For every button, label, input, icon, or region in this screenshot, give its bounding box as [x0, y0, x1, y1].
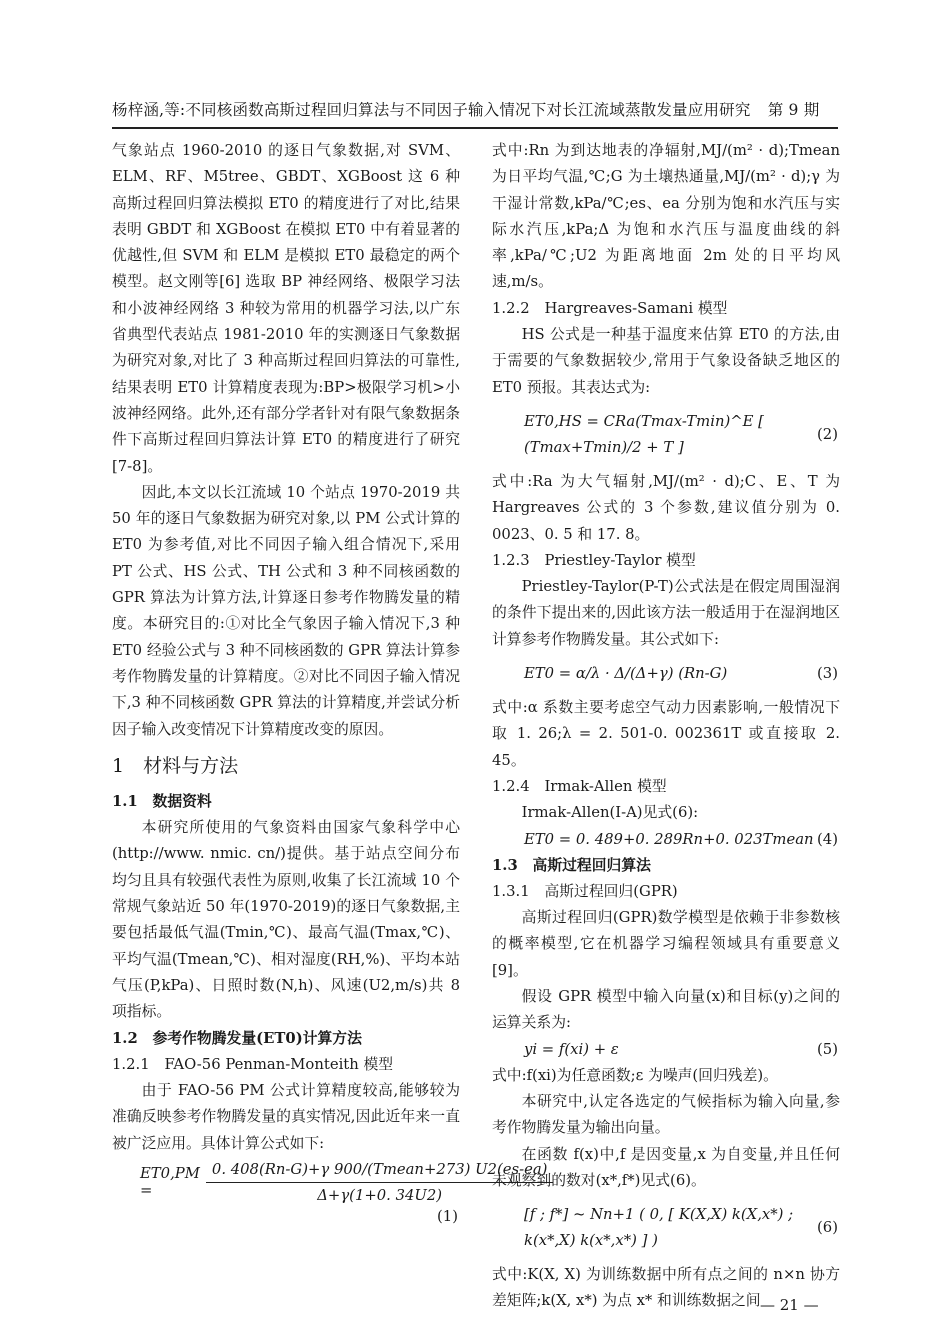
equation-1-denominator: Δ+γ(1+0. 34U2) — [317, 1186, 443, 1204]
paragraph-pm-variables: 式中:Rn 为到达地表的净辐射,MJ/(m² · d);Tmean 为日平均气温,℃;G 为土壤热通量,MJ/(m² · d);γ 为干湿计常数,kPa/℃;es、ea 分别为饱和水汽压与实际水汽压,kPa;Δ 为饱和水汽压与温度曲线的斜率,kPa/℃;U2 为距离地面 2m 处的日平均风速,m/s。 — [492, 142, 840, 291]
paragraph-gpr-relation: 假设 GPR 模型中输入向量(x)和目标(y)之间的运算关系为: — [492, 988, 840, 1032]
paragraph-function-def: 在函数 f(x)中,f 是因变量,x 为自变量,并且任何未观察到的数对(x*,f*)见式(6)。 — [492, 1145, 840, 1189]
equation-3-expression: ET0 = α/λ · Δ/(Δ+γ) (Rn-G) — [524, 665, 728, 683]
equation-5-number: (5) — [817, 1040, 838, 1058]
paragraph-hs-variables: 式中:Ra 为大气辐射,MJ/(m² · d);C、E、T 为 Hargreaves 公式的 3 个参数,建议值分别为 0. 0023、0. 5 和 17. 8。 — [492, 472, 840, 543]
subsubsection-pm-model: 1.2.1 FAO-56 Penman-Monteith 模型 — [112, 1055, 394, 1073]
paragraph-data-source: 本研究所使用的气象资料由国家气象科学中心(http://www. nmic. cn/)提供。基于站点空间分布均匀且具有较强代表性为原则,收集了长江流域 10 个常规气象站近 50 年(1970-2019)的逐日气象数据,主要包括最低气温(Tmin,℃)、最高气温(Tmax,℃)、平均气温(Tmean,℃)、相对湿度(RH,%)、平均本站气压(P,kPa)、日照时数(N,h)、风速(U2,m/s)共 8 项指标。 — [112, 819, 460, 1021]
equation-5 — [492, 1037, 840, 1063]
equation-6 — [492, 1202, 840, 1254]
equation-6-expression: [f ; f*] ~ Nn+1 ( 0, [ K(X,X) k(X,x*) ; k(x*,X) k(x*,x*) ] ) — [524, 1206, 794, 1250]
equation-1-numerator: 0. 408(Rn-G)+γ 900/(Tmean+273) U2(es-ea) — [206, 1161, 554, 1183]
paragraph-pt-intro: Priestley-Taylor(P-T)公式法是在假定周围湿润的条件下提出来的,因此该方法一般适用于在湿润地区计算参考作物腾发量。其公式如下: — [492, 578, 840, 648]
equation-6-number: (6) — [817, 1219, 838, 1237]
subsubsection-hs-model: 1.2.2 Hargreaves-Samani 模型 — [492, 299, 728, 317]
subsection-data: 1.1 数据资料 — [112, 792, 212, 810]
issue-number: 第 9 期 — [767, 101, 820, 119]
paragraph-noise-def: 式中:f(xi)为任意函数;ε 为噪声(回归残差)。 — [492, 1066, 778, 1084]
paragraph-gpr-intro: 高斯过程回归(GPR)数学模型是依赖于非参数核的概率模型,它在机器学习编程领域具有重要意义[9]。 — [492, 909, 840, 979]
subsubsection-ia-model: 1.2.4 Irmak-Allen 模型 — [492, 777, 667, 795]
subsection-et0-methods: 1.2 参考作物腾发量(ET0)计算方法 — [112, 1029, 362, 1047]
equation-2-expression: ET0,HS = CRa(Tmax-Tmin)^E [ (Tmax+Tmin)/2 + T ] — [524, 412, 764, 456]
equation-4-expression: ET0 = 0. 489+0. 289Rn+0. 023Tmean — [524, 830, 814, 848]
paragraph-pt-variables: 式中:α 系数主要考虑空气动力因素影响,一般情况下取 1. 26;λ = 2. 501-0. 002361T 或直接取 2. 45。 — [492, 699, 840, 769]
left-column — [112, 138, 548, 1230]
paragraph-input-output: 本研究中,认定各选定的气候指标为输入向量,参考作物腾发量为输出向量。 — [492, 1092, 840, 1137]
paragraph-ia-intro: Irmak-Allen(I-A)见式(6): — [521, 804, 699, 822]
paragraph-study-aim: 因此,本文以长江流域 10 个站点 1970-2019 共 50 年的逐日气象数据为研究对象,以 PM 公式计算的 ET0 为参考值,对比不同因子输入组合情况下,采用 PT 公式、HS 公式、TH 公式和 3 种不同核函数的 GPR 算法为计算方法,计算逐日参考作物腾发量的精度。本研究目的:①对比全气象因子输入情况下,3 种 ET0 经验公式与 3 种不同核函数的 GPR 算法计算参考作物腾发量的计算精度。②对比不同因子输入情况下,3 种不同核函数 GPR 算法的计算精度,并尝试分析因子输入改变情况下计算精度改变的原因。 — [112, 483, 460, 738]
equation-2 — [492, 409, 840, 461]
paragraph-covariance-def: 式中:K(X, X) 为训练数据中所有点之间的 n×n 协方差矩阵;k(X, x*) 为点 x* 和训练数据之间 — [492, 1266, 840, 1310]
equation-1-number: (1) — [437, 1207, 458, 1225]
paragraph-hs-intro: HS 公式是一种基于温度来估算 ET0 的方法,由于需要的气象数据较少,常用于气象设备缺乏地区的 ET0 预报。其表达式为: — [492, 326, 840, 396]
paragraph-pm-intro: 由于 FAO-56 PM 公式计算精度较高,能够较为准确反映参考作物腾发量的真实情况,因此近年来一直被广泛应用。具体计算公式如下: — [112, 1082, 460, 1152]
paragraph-intro-continued: 气象站点 1960-2010 的逐日气象数据,对 SVM、ELM、RF、M5tree、GBDT、XGBoost 这 6 种高斯过程回归算法模拟 ET0 的精度进行了对比,结果表明 GBDT 和 XGBoost 在模拟 ET0 中有着显著的优越性,但 SVM 和 ELM 是模拟 ET0 最稳定的两个模型。赵文刚等[6] 选取 BP 神经网络、极限学习法和小波神经网络 3 种较为常用的机器学习法,以广东省典型代表站点 1981-2010 年的实测逐日气象数据为研究对象,对比了 3 种高斯过程回归算法的可靠性,结果表明 ET0 计算精度表现为:BP>极限学习机>小波神经网络。此外,还有部分学者针对有限气象数据条件下高斯过程回归算法计算 ET0 的精度进行了研究[7-8]。 — [112, 142, 460, 475]
subsubsection-gpr-definition: 1.3.1 高斯过程回归(GPR) — [492, 882, 678, 900]
running-header — [112, 96, 838, 124]
equation-3 — [492, 661, 840, 687]
subsection-gpr: 1.3 高斯过程回归算法 — [492, 856, 651, 874]
page-number: — 21 — — [760, 1296, 819, 1314]
running-title: 杨梓涵,等:不同核函数高斯过程回归算法与不同因子输入情况下对长江流域蒸散发量应用研究 — [112, 101, 751, 119]
equation-1-lhs: ET0,PM = — [140, 1165, 200, 1200]
equation-2-number: (2) — [817, 425, 838, 443]
equation-3-number: (3) — [817, 665, 838, 683]
equation-4 — [492, 827, 840, 853]
equation-1 — [112, 1160, 548, 1230]
header-rule — [112, 127, 838, 129]
subsubsection-pt-model: 1.2.3 Priestley-Taylor 模型 — [492, 551, 696, 569]
section-heading-materials-methods: 1 材料与方法 — [112, 754, 239, 777]
equation-5-expression: yi = f(xi) + ε — [524, 1040, 619, 1058]
right-column — [492, 138, 840, 1315]
equation-4-number: (4) — [817, 830, 838, 848]
